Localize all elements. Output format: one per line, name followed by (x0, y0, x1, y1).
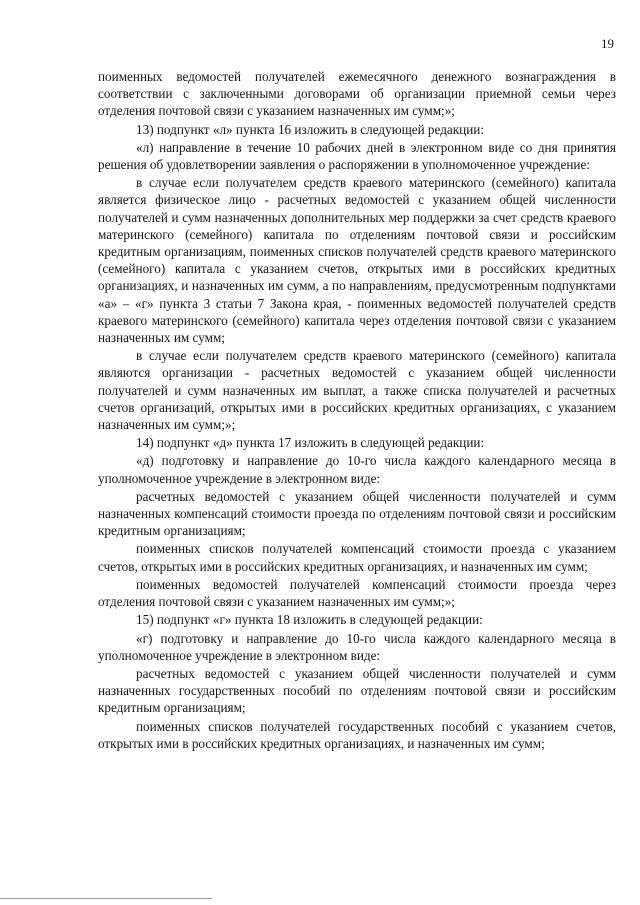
footer-divider (0, 898, 212, 899)
paragraph: поименных списков получателей компенсаций стоимости проезда с указанием счетов, открытых ими в российских кредитных организациях, и назначенных им сумм; (98, 541, 616, 574)
paragraph: в случае если получателем средств краевого материнского (семейного) капитала являются организации - расчетных ведомостей с указанием общей численности получателей и сумм назначенных им выплат, а также списка получателей и расчетных счетов организаций, открытых ими в российских кредитных организациях, с указанием назначенных им сумм;»; (98, 348, 616, 433)
paragraph: расчетных ведомостей с указанием общей численности получателей и сумм назначенных компенсаций стоимости проезда по отделениям почтовой связи и российским кредитным организациям; (98, 488, 616, 539)
paragraph: «л) направление в течение 10 рабочих дней в электронном виде со дня принятия решения об удовлетворении заявления о распоряжении в уполномоченное учреждение: (98, 139, 616, 173)
paragraph: расчетных ведомостей с указанием общей численности получателей и сумм назначенных государственных пособий по отделениям почтовой связи и российским кредитным организациям; (98, 665, 616, 716)
paragraph: «г) подготовку и направление до 10-го числа каждого календарного месяца в уполномоченное учреждение в электронном виде: (98, 630, 616, 663)
paragraph: 14) подпункт «д» пункта 17 изложить в следующей редакции: (136, 435, 485, 451)
paragraph: «д) подготовку и направление до 10-го числа каждого календарного месяца в уполномоченное учреждение в электронном виде: (98, 453, 616, 486)
paragraph: поименных ведомостей получателей ежемесячного денежного вознаграждения в соответствии с заключенными договорами об организации приемной семьи через отделения почтовой связи с указанием назначенных им сумм;»; (98, 69, 616, 119)
paragraph: 15) подпункт «г» пункта 18 изложить в следующей редакции: (136, 612, 483, 628)
document-body (98, 68, 616, 753)
page-number: 19 (601, 36, 614, 51)
paragraph: 13) подпункт «л» пункта 16 изложить в следующей редакции: (136, 121, 485, 137)
paragraph: в случае если получателем средств краевого материнского (семейного) капитала является физическое лицо - расчетных ведомостей с указанием общей численности получателей и сумм назначенных дополнительных мер поддержки за счет средств краевого материнского (семейного) капитала по отделениям почтовой связи и российским кредитным организациям, поименных списков получателей средств краевого материнского (семейного) капитала с указанием счетов, открытых ими в российских кредитных организациях, и назначенных им сумм, а по направлениям, предусмотренным подпунктами «а» – «г» пункта 3 статьи 7 Закона края, - поименных ведомостей получателей средств краевого материнского (семейного) капитала через отделения почтовой связи с указанием назначенных им сумм; (98, 175, 616, 346)
paragraph: поименных ведомостей получателей компенсаций стоимости проезда через отделения почтовой связи с указанием назначенных им сумм;»; (98, 576, 616, 610)
paragraph: поименных списков получателей государственных пособий с указанием счетов, открытых ими в российских кредитных организациях, и назначенных им сумм; (98, 718, 616, 751)
